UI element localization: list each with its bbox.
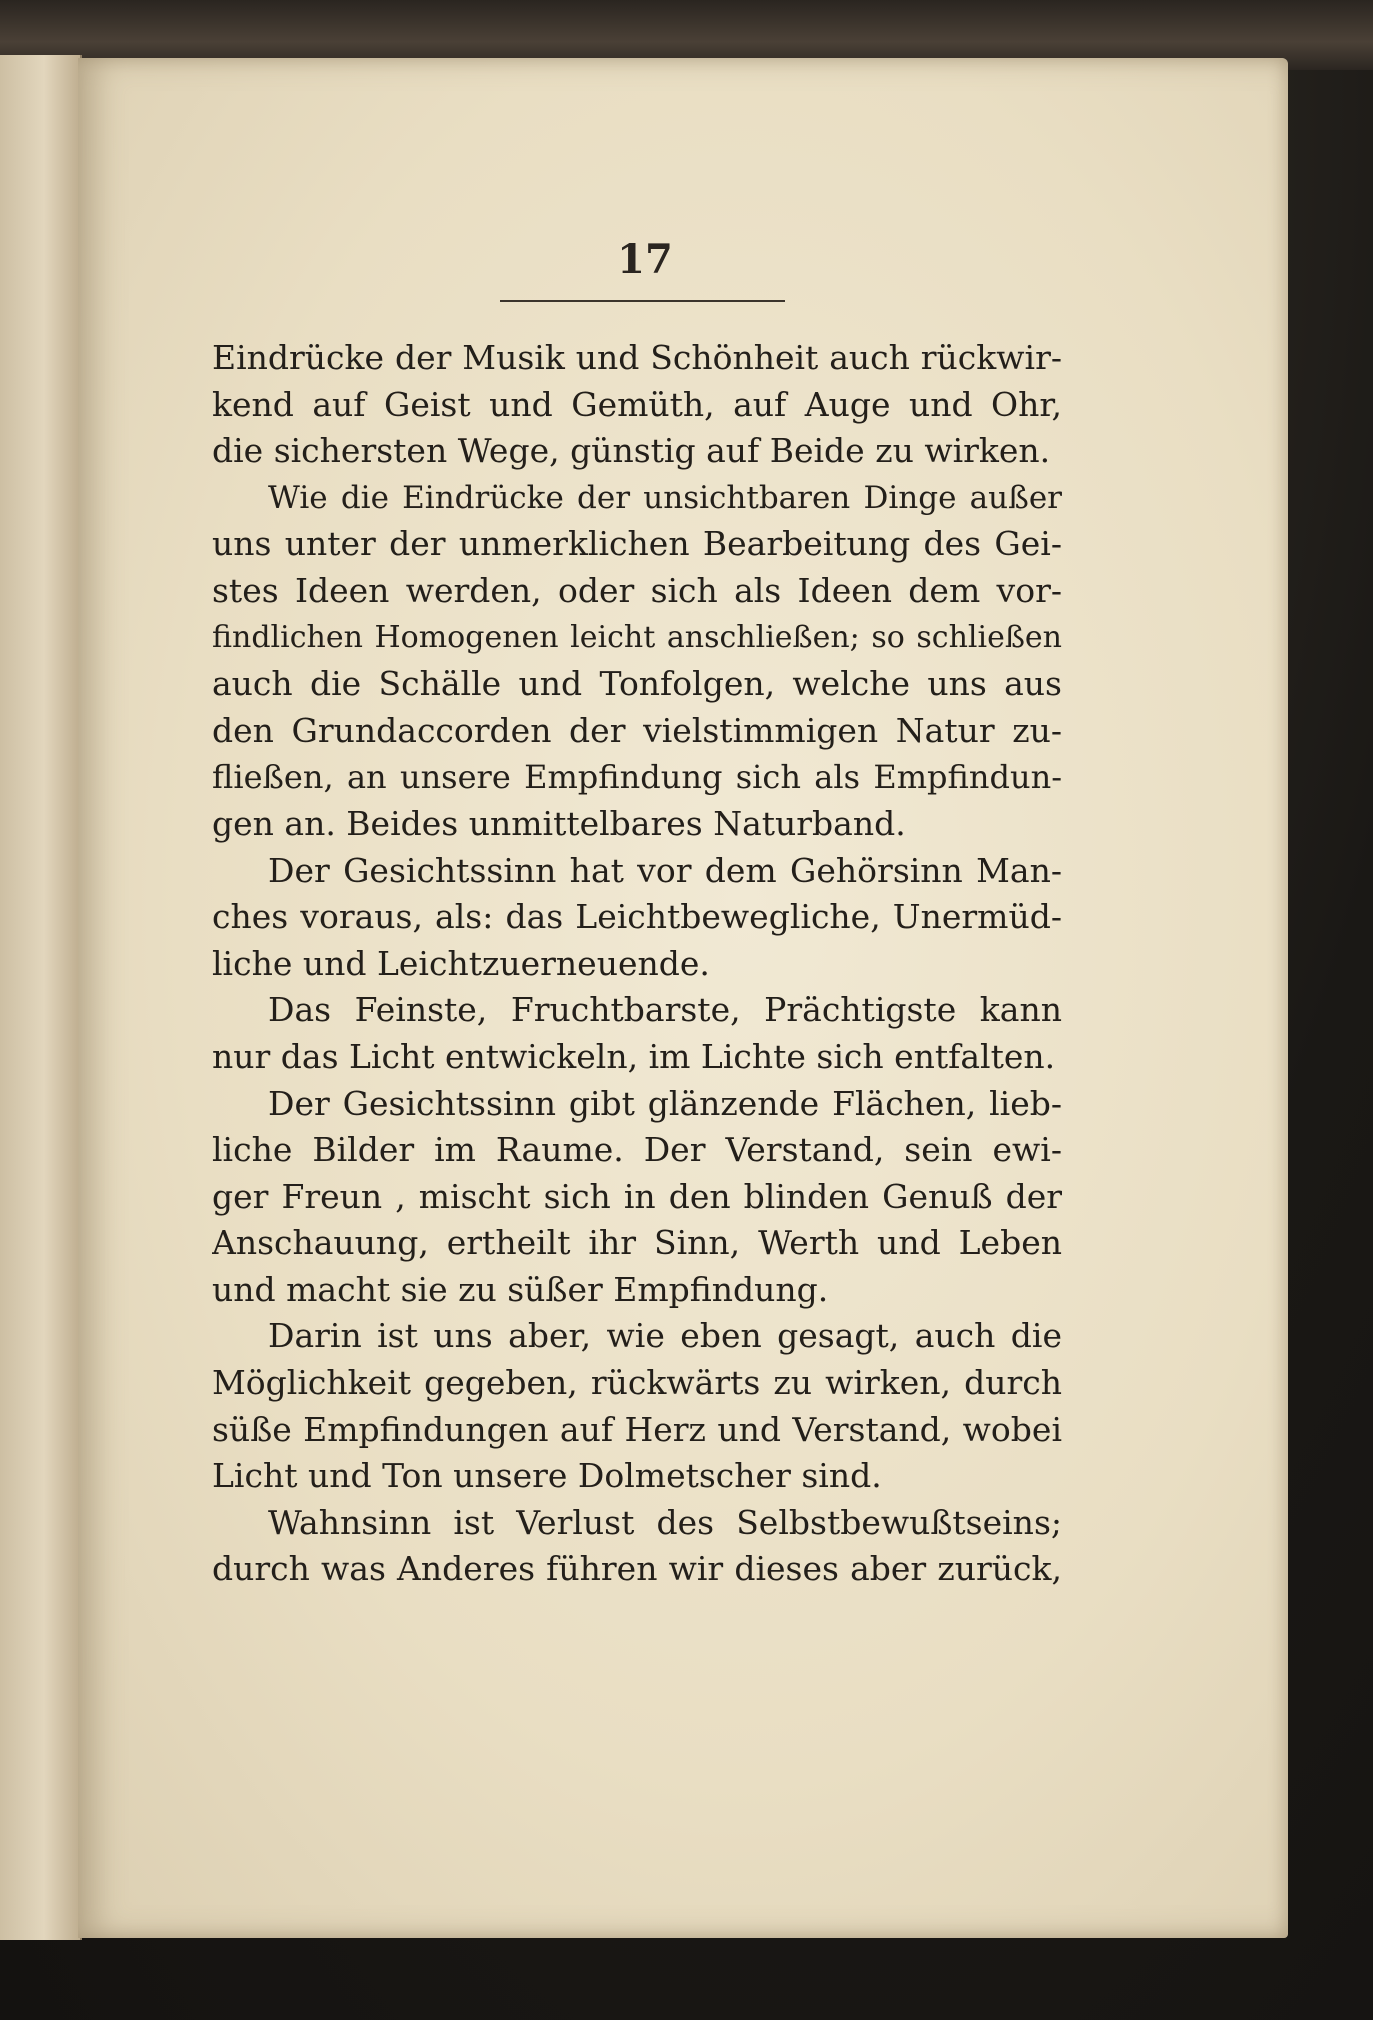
text-line: Wie die Eindrücke der unsichtbaren Dinge außer [268, 479, 1062, 516]
text-line: uns unter der unmerklichen Bearbeitung des Gei- [212, 524, 1062, 564]
text-line: Der Gesichtssinn gibt glänzende Flächen, lieb- [268, 1083, 1062, 1123]
text-line: fließen, an unsere Empfindung sich als Empfindun- [212, 758, 1062, 797]
text-line: nur das Licht entwickeln, im Lichte sich entfalten. [212, 1036, 1056, 1076]
text-line: Darin ist uns aber, wie eben gesagt, auch die [268, 1316, 1062, 1356]
text-line: stes Ideen werden, oder sich als Ideen dem vor- [212, 570, 1062, 610]
text-line: den Grundaccorden der vielstimmigen Natur zu- [212, 710, 1062, 750]
page-number: 17 [617, 236, 673, 283]
left-facing-page [0, 55, 82, 1940]
text-line: Wahnsinn ist Verlust des Selbstbewußtseins; [268, 1502, 1062, 1542]
text-line: süße Empfindungen auf Herz und Verstand, wobei [212, 1409, 1062, 1449]
text-line: ches voraus, als: das Leichtbewegliche, Unermüd- [212, 897, 1062, 937]
text-line: Das Feinste, Fruchtbarste, Prächtigste kann [268, 990, 1062, 1030]
text-line: ger Freun , mischt sich in den blinden Genuß der [212, 1176, 1062, 1216]
text-line: liche und Leichtzuerneuende. [212, 943, 710, 983]
text-line: kend auf Geist und Gemüth, auf Auge und Ohr, [212, 384, 1062, 424]
text-line: Anschauung, ertheilt ihr Sinn, Werth und Leben [212, 1223, 1062, 1263]
text-line: Eindrücke der Musik und Schönheit auch rückwir- [212, 338, 1062, 377]
text-line: Der Gesichtssinn hat vor dem Gehörsinn Man- [268, 850, 1062, 890]
text-line: und macht sie zu süßer Empfindung. [212, 1269, 829, 1309]
text-line: auch die Schälle und Tonfolgen, welche uns aus [212, 664, 1062, 704]
text-line: liche Bilder im Raume. Der Verstand, sein ewi- [212, 1130, 1062, 1170]
text-line: Möglichkeit gegeben, rückwärts zu wirken, durch [212, 1363, 1062, 1403]
text-line: gen an. Beides unmittelbares Naturband. [212, 803, 906, 843]
text-line: durch was Anderes führen wir dieses aber zurück, [212, 1549, 1062, 1589]
text-line: Licht und Ton unsere Dolmetscher sind. [212, 1456, 882, 1496]
text-line: die sichersten Wege, günstig auf Beide zu wirken. [212, 431, 1051, 471]
header-rule [500, 300, 785, 302]
page-text [212, 335, 1062, 1593]
text-line: findlichen Homogenen leicht anschließen; so schließen [212, 619, 1062, 655]
